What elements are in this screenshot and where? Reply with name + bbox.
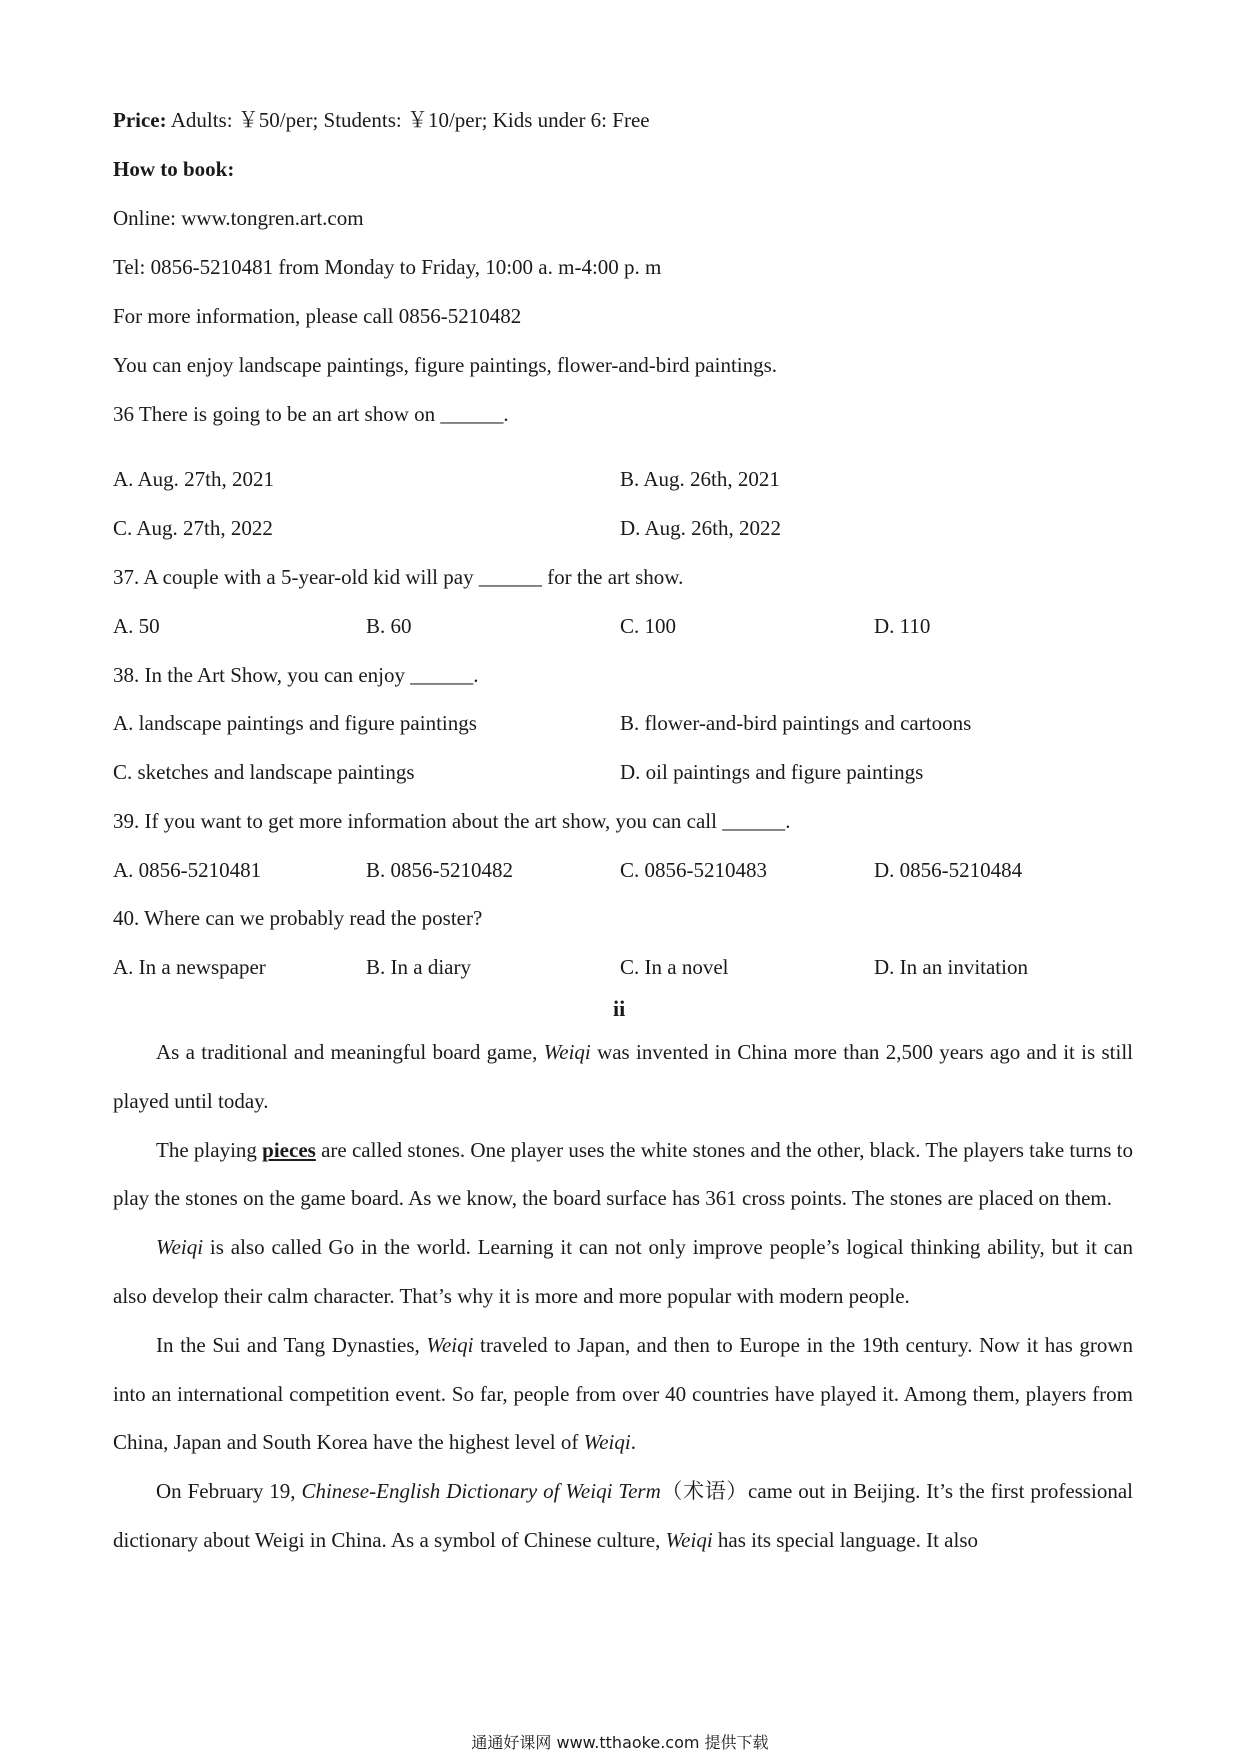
more-info-line: For more information, please call 0856-5210482 (113, 304, 522, 328)
question-40-option-d: D. In an invitation (874, 955, 1028, 979)
page-footer: 通通好课网 www.tthaoke.com 提供下载 (471, 1733, 769, 1752)
question-38-option-a: A. landscape paintings and figure paintings (113, 711, 477, 735)
section-mark: ii (613, 996, 626, 1021)
question-40-stem: 40. Where can we probably read the poster? (113, 906, 483, 930)
how-to-book-heading: How to book: (113, 157, 235, 181)
question-36-option-a: A. Aug. 27th, 2021 (113, 467, 275, 491)
question-37-option-c: C. 100 (620, 614, 677, 638)
p1-text-b: was invented in China more than 2,500 years ago and it is still played until today. (113, 1040, 1134, 1113)
passage-paragraph-1 (113, 1028, 1133, 1126)
question-36-option-d: D. Aug. 26th, 2022 (620, 516, 782, 540)
p1-weiqi: Weiqi (543, 1040, 591, 1064)
reading-passage (113, 1028, 1133, 1565)
p2-underlined-word: pieces (262, 1137, 316, 1162)
question-37-option-b: B. 60 (366, 614, 412, 638)
passage-paragraph-3 (113, 1223, 1133, 1321)
p5-weiqi: Weiqi (665, 1527, 713, 1552)
p4-weiqi-2: Weiqi (583, 1430, 631, 1455)
p2-text-a: The playing (156, 1137, 263, 1162)
question-36-option-b: B. Aug. 26th, 2021 (620, 467, 780, 491)
question-39-option-b: B. 0856-5210482 (366, 858, 513, 882)
question-39-stem: 39. If you want to get more information about the art show, you can call ______. (113, 809, 791, 833)
question-36-option-c: C. Aug. 27th, 2022 (113, 516, 273, 540)
question-38-option-b: B. flower-and-bird paintings and cartoons (620, 711, 972, 735)
price-text: Adults: ￥50/per; Students: ￥10/per; Kids under 6: Free (166, 108, 650, 132)
enjoy-line: You can enjoy landscape paintings, figure paintings, flower-and-bird paintings. (113, 353, 778, 377)
question-39-option-a: A. 0856-5210481 (113, 858, 262, 882)
question-37-option-a: A. 50 (113, 614, 160, 638)
question-37-stem: 37. A couple with a 5-year-old kid will pay ______ for the art show. (113, 565, 684, 589)
online-line: Online: www.tongren.art.com (113, 206, 364, 230)
p4-text-b: traveled to Japan, and then to Europe in the 19th century. Now it has grown into an international competition event. So far, people from over 40 countries have played it. Among them, players from China, Japan and South Korea have the highest level of (113, 1332, 1134, 1455)
passage-paragraph-4 (113, 1321, 1133, 1467)
p2-text-b: are called stones. One player uses the white stones and the other, black. The players take turns to play the stones on the game board. As we know, the board surface has 361 cross points. The stones are placed on them. (113, 1137, 1133, 1211)
question-38-stem: 38. In the Art Show, you can enjoy ______. (113, 663, 479, 687)
question-39-option-d: D. 0856-5210484 (874, 858, 1023, 882)
passage-paragraph-2 (113, 1126, 1133, 1224)
p3-weiqi: Weiqi (156, 1235, 204, 1260)
p5-text-b: （术语）came out in Beijing. It’s the first professional dictionary about Weigi in China. As a symbol of Chinese culture, (113, 1479, 1133, 1552)
p5-text-a: On February 19, (156, 1479, 302, 1504)
question-40-option-a: A. In a newspaper (113, 955, 266, 979)
passage-paragraph-5 (113, 1467, 1133, 1565)
tel-line: Tel: 0856-5210481 from Monday to Friday, 10:00 a. m-4:00 p. m (113, 255, 662, 279)
p1-text-a: As a traditional and meaningful board game, (156, 1040, 544, 1064)
question-38-option-c: C. sketches and landscape paintings (113, 760, 415, 784)
p4-weiqi: Weiqi (426, 1332, 474, 1357)
question-40-option-c: C. In a novel (620, 955, 729, 979)
question-40-option-b: B. In a diary (366, 955, 471, 979)
question-38-option-d: D. oil paintings and figure paintings (620, 760, 924, 784)
question-37-option-d: D. 110 (874, 614, 931, 638)
price-line (113, 106, 650, 134)
p4-text-c: . (630, 1430, 636, 1455)
question-39-option-c: C. 0856-5210483 (620, 858, 767, 882)
p5-text-c: has its special language. It also (712, 1527, 978, 1552)
p4-text-a: In the Sui and Tang Dynasties, (156, 1332, 427, 1357)
p5-book-title: Chinese-English Dictionary of Weiqi Term (301, 1479, 661, 1504)
p3-text-b: is also called Go in the world. Learning it can not only improve people’s logical thinking ability, but it can also develop their calm character. That’s why it is more and more popular with modern people. (113, 1235, 1133, 1308)
question-36-stem: 36 There is going to be an art show on ______. (113, 402, 509, 426)
price-label: Price: (113, 108, 167, 132)
